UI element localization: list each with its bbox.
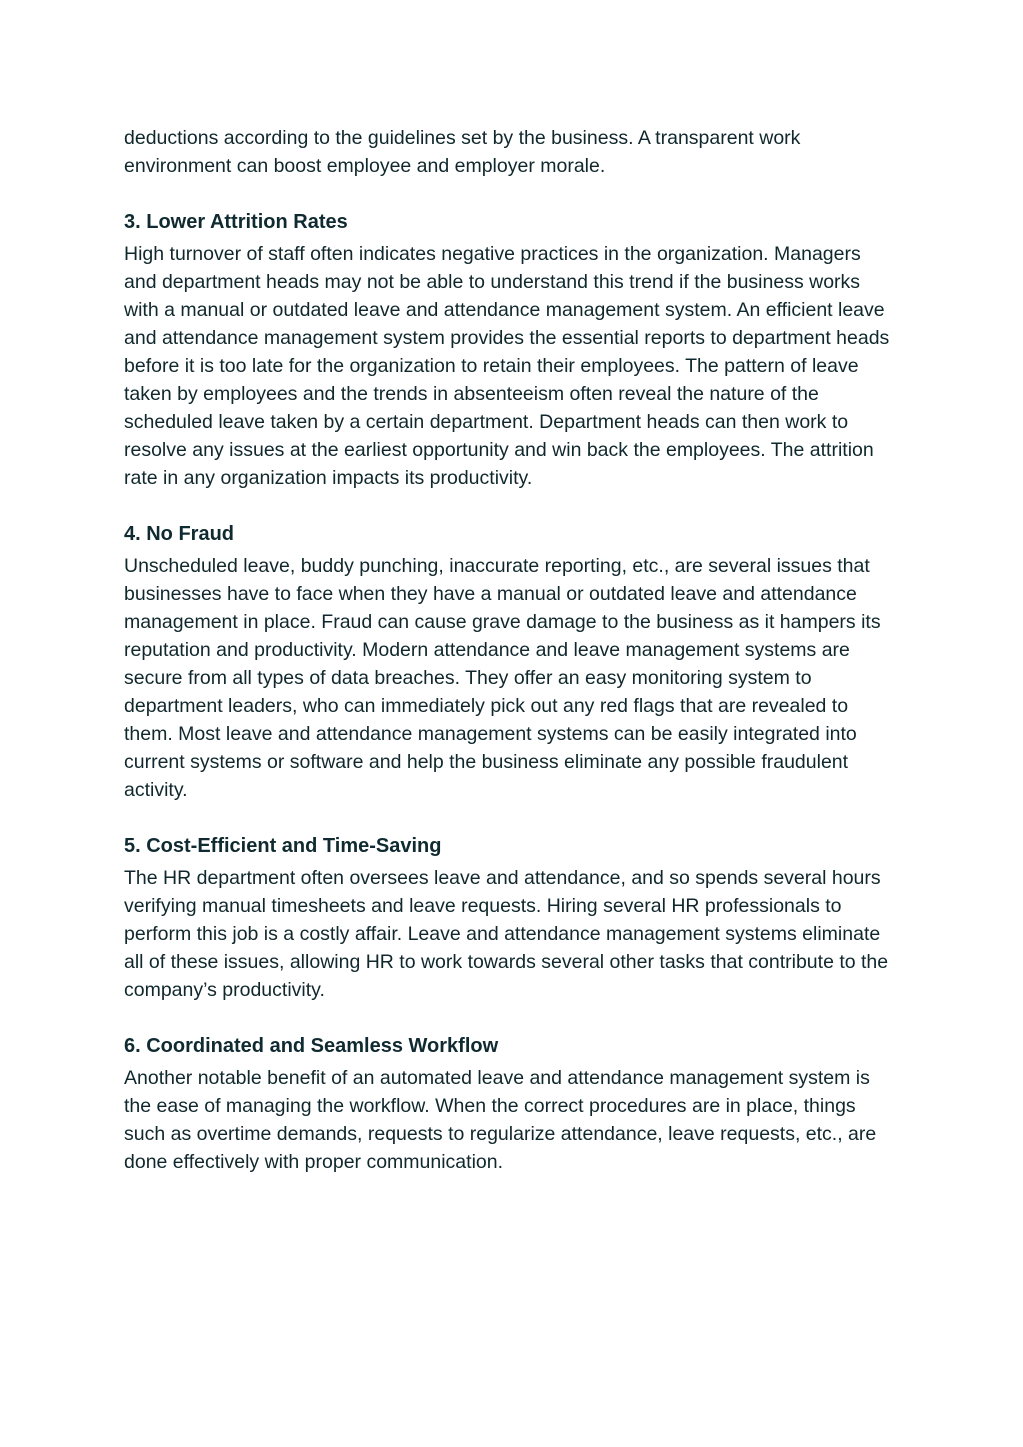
section-body: The HR department often oversees leave and attendance, and so spends several hours verifying manual timesheets and leave requests. Hiring several HR professionals to perform this job is a costly affair. Leave and attendance management systems eliminate all of these issues, allowing HR to work towards several other tasks that contribute to the company’s productivity. — [124, 867, 889, 1001]
section-body: Unscheduled leave, buddy punching, inaccurate reporting, etc., are several issues that businesses have to face when they have a manual or outdated leave and attendance management in place. Fraud can cause grave damage to the business as it hampers its reputation and productivity. Modern attendance and leave management systems are secure from all types of data breaches. They offer an easy monitoring system to department leaders, who can immediately pick out any red flags that are revealed to them. Most leave and attendance management systems can be easily integrated into current systems or software and help the business eliminate any possible fraudulent activity. — [124, 555, 881, 801]
section-body: Another notable benefit of an automated leave and attendance management system is the ease of managing the workflow. When the correct procedures are in place, things such as overtime demands, requests to regularize attendance, leave requests, etc., are done effectively with proper communication. — [124, 1067, 877, 1173]
section-heading: 6. Coordinated and Seamless Workflow — [124, 1035, 499, 1057]
section-coordinated-workflow — [124, 1032, 894, 1176]
section-cost-efficient — [124, 832, 894, 1004]
intro-paragraph: deductions according to the guidelines set by the business. A transparent work environment can boost employee and employer morale. — [124, 127, 801, 177]
section-heading: 4. No Fraud — [124, 523, 235, 545]
section-heading: 3. Lower Attrition Rates — [124, 211, 348, 233]
section-heading: 5. Cost-Efficient and Time-Saving — [124, 835, 442, 857]
section-body: High turnover of staff often indicates negative practices in the organization. Managers and department heads may not be able to understand this trend if the business works with a manual or outdated leave and attendance management system. An efficient leave and attendance management system provides the essential reports to department heads before it is too late for the organization to retain their employees. The pattern of leave taken by employees and the trends in absenteeism often reveal the nature of the scheduled leave taken by a certain department. Department heads can then work to resolve any issues at the earliest opportunity and win back the employees. The attrition rate in any organization impacts its productivity. — [124, 243, 890, 489]
section-lower-attrition-rates — [124, 208, 894, 492]
document-page — [124, 124, 894, 1176]
section-no-fraud — [124, 520, 894, 804]
